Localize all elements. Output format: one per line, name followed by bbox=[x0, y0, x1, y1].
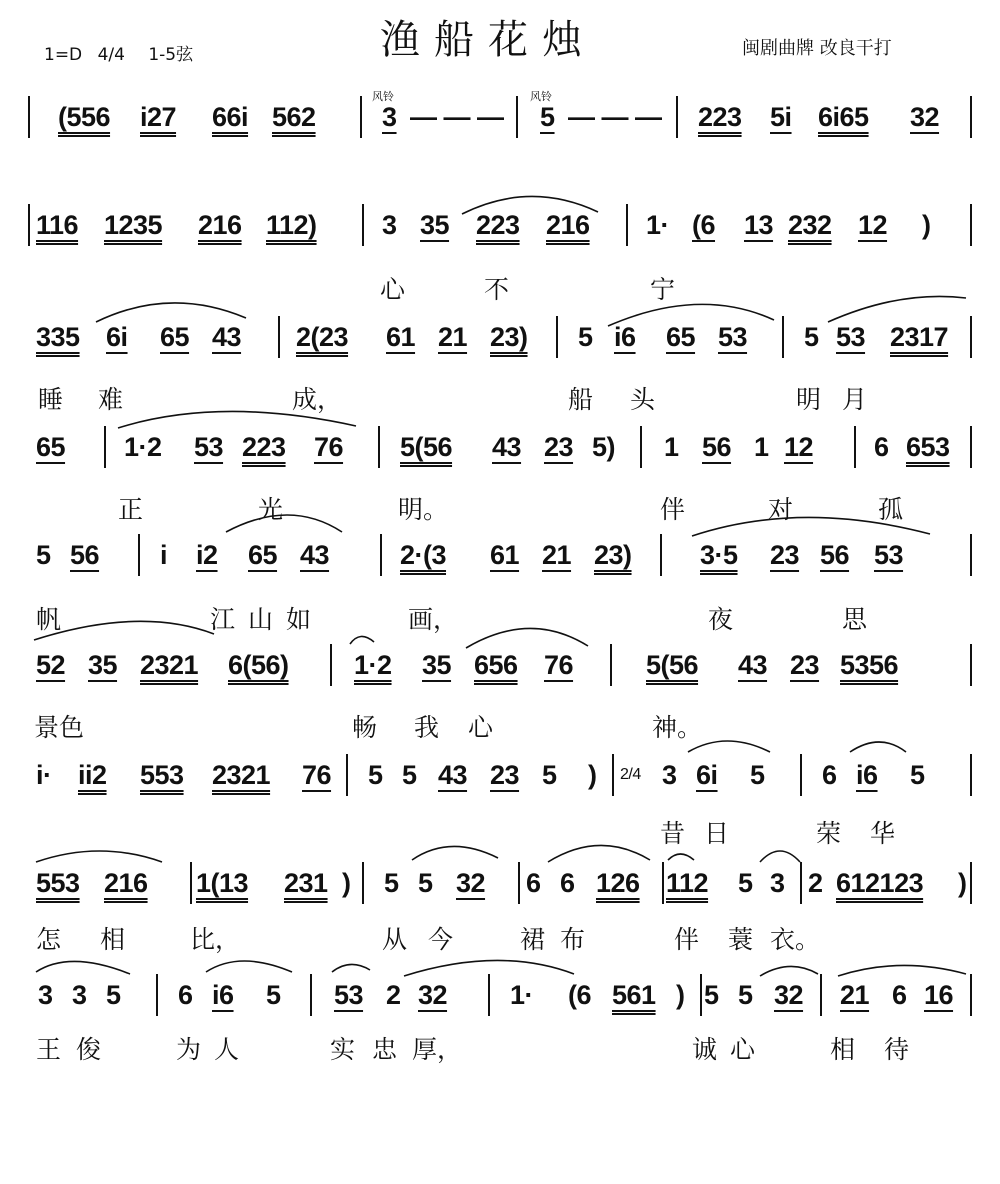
note-group: 32 bbox=[418, 980, 448, 1010]
lyric-char: 伴 bbox=[674, 925, 700, 954]
note-group: 5 bbox=[418, 868, 433, 898]
lyric-char: 布 bbox=[560, 925, 586, 954]
note-group: 5 bbox=[704, 980, 719, 1010]
key-info bbox=[44, 40, 193, 65]
note-group: 2317 bbox=[890, 322, 949, 352]
lyric-char: 心 bbox=[730, 1035, 756, 1064]
note-group: 21 bbox=[840, 980, 870, 1010]
note-group: 6(56) bbox=[228, 650, 289, 680]
note-group: 35 bbox=[88, 650, 118, 680]
note-group: 43 bbox=[212, 322, 242, 352]
note-group: 2·(3 bbox=[400, 540, 447, 570]
note-group: 5i bbox=[770, 102, 792, 132]
note-group: 23 bbox=[490, 760, 520, 790]
lyric-char: 裙 bbox=[520, 925, 546, 954]
bar-line bbox=[800, 754, 802, 796]
note-group: i bbox=[160, 540, 168, 570]
note-group: 76 bbox=[302, 760, 332, 790]
bar-line bbox=[970, 644, 972, 686]
lyric-char: 孤 bbox=[878, 495, 904, 524]
note-group: 5 bbox=[540, 102, 555, 132]
note-group: 5 bbox=[738, 980, 753, 1010]
note-group: 6 bbox=[526, 868, 541, 898]
note-group: 1 bbox=[754, 432, 769, 462]
bar-line bbox=[612, 754, 614, 796]
bar-line bbox=[820, 974, 822, 1016]
bar-line bbox=[970, 426, 972, 468]
key-signature: 1=D bbox=[44, 45, 83, 65]
note-group: 76 bbox=[314, 432, 344, 462]
note-group: 5 bbox=[36, 540, 51, 570]
note-group: 53 bbox=[334, 980, 364, 1010]
lyric-char: 为 bbox=[176, 1035, 202, 1064]
note-group: 6i bbox=[106, 322, 128, 352]
lyric-char: 相 bbox=[100, 925, 126, 954]
lyric-char: 蓑 bbox=[728, 925, 754, 954]
note-group: 216 bbox=[104, 868, 148, 898]
page-title: 渔船花烛 bbox=[380, 17, 596, 63]
lyric-char: 画， bbox=[408, 605, 459, 634]
note-group: 216 bbox=[198, 210, 242, 240]
note-group: 5 bbox=[368, 760, 383, 790]
note-group: 66i bbox=[212, 102, 249, 132]
lyric-char: 从 bbox=[382, 925, 408, 954]
lyric-char: 俊 bbox=[76, 1035, 102, 1064]
note-group: 76 bbox=[544, 650, 574, 680]
bar-line bbox=[310, 974, 312, 1016]
note-group: 223 bbox=[242, 432, 286, 462]
note-group: 32 bbox=[910, 102, 940, 132]
bar-line bbox=[660, 534, 662, 576]
note-group: 5(56 bbox=[400, 432, 453, 462]
note-group: 2321 bbox=[212, 760, 271, 790]
bar-line bbox=[346, 754, 348, 796]
note-group: (556 bbox=[58, 102, 111, 132]
note-group: i6 bbox=[614, 322, 636, 352]
lyric-char: 忠 bbox=[372, 1035, 398, 1064]
lyric-char: 夜 bbox=[708, 605, 734, 634]
lyric-char: 宁 bbox=[650, 275, 676, 304]
bar-line bbox=[970, 316, 972, 358]
note-group: 1(13 bbox=[196, 868, 249, 898]
lyric-char: 神。 bbox=[652, 713, 703, 742]
note-group: 3 bbox=[72, 980, 87, 1010]
note-group: 5 bbox=[384, 868, 399, 898]
lyric-char: 月 bbox=[842, 385, 868, 414]
note-group: 116 bbox=[36, 210, 79, 240]
note-group: 12 bbox=[784, 432, 814, 462]
bar-line bbox=[518, 862, 520, 904]
bar-line bbox=[854, 426, 856, 468]
lyric-char: 思 bbox=[842, 605, 868, 634]
lyric-char: 厚， bbox=[412, 1035, 463, 1064]
lyric-char: 相 bbox=[830, 1035, 856, 1064]
bar-line bbox=[360, 96, 362, 138]
note-group: 562 bbox=[272, 102, 316, 132]
bar-line bbox=[28, 96, 30, 138]
lyric-char: 正 bbox=[118, 495, 144, 524]
bar-line bbox=[970, 754, 972, 796]
note-group: 21 bbox=[542, 540, 572, 570]
note-group: 13 bbox=[744, 210, 774, 240]
source-label: 闽剧曲牌 改良干打 bbox=[742, 38, 892, 59]
lyric-char: 衣。 bbox=[770, 925, 821, 954]
bar-line bbox=[488, 974, 490, 1016]
note-group: 53 bbox=[718, 322, 748, 352]
fengling-mark: 风铃 bbox=[372, 90, 394, 103]
lyric-char: 对 bbox=[768, 495, 794, 524]
bar-line bbox=[330, 644, 332, 686]
lyric-char: 景色 bbox=[34, 713, 85, 742]
lyric-char: 比， bbox=[190, 925, 241, 954]
note-group: ) bbox=[676, 980, 685, 1010]
note-group: 52 bbox=[36, 650, 66, 680]
bar-line bbox=[640, 426, 642, 468]
note-group: 1·2 bbox=[354, 650, 392, 680]
note-group: 5 bbox=[578, 322, 593, 352]
lyric-char: 帆 bbox=[36, 605, 62, 634]
note-group: 6 bbox=[892, 980, 907, 1010]
note-group: 223 bbox=[698, 102, 742, 132]
note-group: 5) bbox=[592, 432, 616, 462]
note-group: 2321 bbox=[140, 650, 199, 680]
note-group: 43 bbox=[438, 760, 468, 790]
bar-line bbox=[378, 426, 380, 468]
lyric-char: 如 bbox=[286, 605, 312, 634]
bar-line bbox=[970, 96, 972, 138]
note-group: 1· bbox=[646, 210, 670, 240]
lyric-char: 明 bbox=[796, 385, 822, 414]
bar-line bbox=[800, 862, 802, 904]
note-group: 61 bbox=[490, 540, 520, 570]
note-group: 1· bbox=[510, 980, 534, 1010]
lyric-char: 心 bbox=[380, 275, 406, 304]
bar-line bbox=[970, 534, 972, 576]
lyric-char: 心 bbox=[468, 713, 494, 742]
note-group: 216 bbox=[546, 210, 590, 240]
lyric-char: 昔 bbox=[660, 819, 686, 848]
note-group: i· bbox=[36, 760, 52, 790]
note-group: 126 bbox=[596, 868, 640, 898]
note-group: 23) bbox=[490, 322, 528, 352]
note-group: 12 bbox=[858, 210, 888, 240]
note-group: 3 bbox=[382, 102, 397, 132]
note-group: 53 bbox=[874, 540, 904, 570]
time-signature: 4/4 bbox=[97, 45, 125, 65]
note-group: 35 bbox=[420, 210, 450, 240]
note-group: 65 bbox=[248, 540, 278, 570]
note-group: 56 bbox=[70, 540, 100, 570]
bar-line bbox=[970, 974, 972, 1016]
note-group: ) bbox=[958, 868, 967, 898]
note-group: 3 bbox=[38, 980, 53, 1010]
note-group: 656 bbox=[474, 650, 518, 680]
lyric-char: 实 bbox=[330, 1035, 356, 1064]
note-group: 553 bbox=[140, 760, 184, 790]
note-group: 2(23 bbox=[296, 322, 349, 352]
note-group: 561 bbox=[612, 980, 656, 1010]
lyric-char: 明。 bbox=[398, 495, 449, 524]
note-group: 335 bbox=[36, 322, 80, 352]
note-group: 2 bbox=[386, 980, 401, 1010]
lyric-char: 睡 bbox=[38, 385, 64, 414]
note-group: 5 bbox=[738, 868, 753, 898]
lyric-char: 不 bbox=[484, 275, 510, 304]
note-group: 6 bbox=[822, 760, 837, 790]
note-group: 6i bbox=[696, 760, 718, 790]
note-group: 23 bbox=[544, 432, 574, 462]
lyric-char: 成， bbox=[292, 385, 343, 414]
tuning: 1-5弦 bbox=[148, 45, 194, 65]
bar-line bbox=[362, 204, 364, 246]
note-group: 3 bbox=[770, 868, 785, 898]
note-group: 3 bbox=[382, 210, 397, 240]
bar-line bbox=[626, 204, 628, 246]
lyric-char: 船 bbox=[568, 385, 594, 414]
bar-line bbox=[556, 316, 558, 358]
note-group: 43 bbox=[738, 650, 768, 680]
bar-line bbox=[362, 862, 364, 904]
note-group: 23 bbox=[770, 540, 800, 570]
note-group: 21 bbox=[438, 322, 468, 352]
note-group: (6 bbox=[692, 210, 716, 240]
note-group: 5 bbox=[750, 760, 765, 790]
lyric-char: 头 bbox=[630, 385, 656, 414]
lyric-char: 光 bbox=[258, 495, 284, 524]
note-group: ii2 bbox=[78, 760, 107, 790]
note-group: 1 bbox=[664, 432, 679, 462]
note-group: 43 bbox=[492, 432, 522, 462]
bar-line bbox=[610, 644, 612, 686]
note-group: 23 bbox=[790, 650, 820, 680]
bar-line bbox=[970, 862, 972, 904]
note-group: — — — bbox=[410, 102, 504, 132]
note-group: 65 bbox=[160, 322, 190, 352]
note-group: 6 bbox=[874, 432, 889, 462]
note-group: ) bbox=[922, 210, 931, 240]
lyric-char: 伴 bbox=[660, 495, 686, 524]
fengling-mark: 风铃 bbox=[530, 90, 552, 103]
note-group: i2 bbox=[196, 540, 218, 570]
bar-line bbox=[380, 534, 382, 576]
bar-line bbox=[28, 204, 30, 246]
note-group: 653 bbox=[906, 432, 950, 462]
note-group: 3·5 bbox=[700, 540, 738, 570]
lyric-char: 荣 bbox=[816, 819, 842, 848]
note-group: 6i65 bbox=[818, 102, 869, 132]
note-group: 223 bbox=[476, 210, 520, 240]
note-group: 53 bbox=[836, 322, 866, 352]
bar-line bbox=[104, 426, 106, 468]
lyric-char: 我 bbox=[414, 713, 440, 742]
bar-line bbox=[676, 96, 678, 138]
note-group: 2/4 bbox=[620, 766, 641, 783]
note-group: 65 bbox=[666, 322, 696, 352]
bar-line bbox=[970, 204, 972, 246]
lyric-char: 畅 bbox=[352, 713, 378, 742]
note-group: 232 bbox=[788, 210, 832, 240]
lyric-char: 人 bbox=[214, 1035, 240, 1064]
note-group: ) bbox=[342, 868, 351, 898]
lyric-char: 难 bbox=[98, 385, 124, 414]
note-group: 5 bbox=[910, 760, 925, 790]
note-group: (6 bbox=[568, 980, 592, 1010]
note-group: 5 bbox=[266, 980, 281, 1010]
note-group: 32 bbox=[774, 980, 804, 1010]
note-group: i6 bbox=[212, 980, 234, 1010]
lyric-char: 诚 bbox=[692, 1035, 718, 1064]
lyric-char: 山 bbox=[248, 605, 274, 634]
note-group: 112 bbox=[666, 868, 709, 898]
note-group: 5 bbox=[106, 980, 121, 1010]
lyric-char: 日 bbox=[704, 819, 730, 848]
note-group: 612123 bbox=[836, 868, 924, 898]
note-group: i27 bbox=[140, 102, 177, 132]
lyric-char: 华 bbox=[870, 819, 896, 848]
note-group: 2 bbox=[808, 868, 823, 898]
bar-line bbox=[138, 534, 140, 576]
note-group: 56 bbox=[820, 540, 850, 570]
lyric-char: 怎 bbox=[36, 925, 62, 954]
note-group: 6 bbox=[178, 980, 193, 1010]
lyric-char: 待 bbox=[884, 1035, 910, 1064]
lyric-char: 王 bbox=[36, 1035, 62, 1064]
bar-line bbox=[700, 974, 702, 1016]
bar-line bbox=[782, 316, 784, 358]
note-group: ) bbox=[588, 760, 597, 790]
lyric-char: 今 bbox=[428, 925, 454, 954]
note-group: 553 bbox=[36, 868, 80, 898]
note-group: 61 bbox=[386, 322, 416, 352]
note-group: 5356 bbox=[840, 650, 899, 680]
note-group: 23) bbox=[594, 540, 632, 570]
bar-line bbox=[156, 974, 158, 1016]
note-group: 112) bbox=[266, 210, 317, 240]
note-group: 1·2 bbox=[124, 432, 162, 462]
bar-line bbox=[662, 862, 664, 904]
note-group: 5 bbox=[402, 760, 417, 790]
note-group: 6 bbox=[560, 868, 575, 898]
note-group: 43 bbox=[300, 540, 330, 570]
note-group: 35 bbox=[422, 650, 452, 680]
note-group: 3 bbox=[662, 760, 677, 790]
note-group: 231 bbox=[284, 868, 328, 898]
note-group: 1235 bbox=[104, 210, 163, 240]
note-group: 32 bbox=[456, 868, 486, 898]
bar-line bbox=[190, 862, 192, 904]
note-group: 53 bbox=[194, 432, 224, 462]
lyric-char: 江 bbox=[210, 605, 236, 634]
note-group: i6 bbox=[856, 760, 878, 790]
note-group: 5 bbox=[542, 760, 557, 790]
note-group: — — — bbox=[568, 102, 662, 132]
bar-line bbox=[516, 96, 518, 138]
note-group: 5(56 bbox=[646, 650, 699, 680]
note-group: 5 bbox=[804, 322, 819, 352]
note-group: 65 bbox=[36, 432, 66, 462]
note-group: 16 bbox=[924, 980, 954, 1010]
note-group: 56 bbox=[702, 432, 732, 462]
bar-line bbox=[278, 316, 280, 358]
